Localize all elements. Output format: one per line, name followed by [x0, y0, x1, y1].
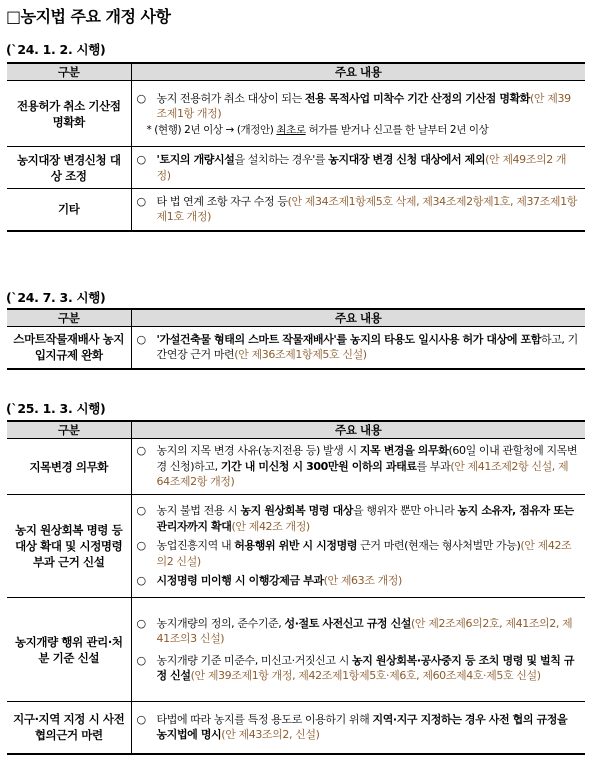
- section-heading-2024-07: (`24. 7. 3. 시행): [6, 290, 106, 305]
- row-category: 전용허가 취소 기산점 명확화: [7, 81, 131, 147]
- header-category: 구분: [7, 421, 131, 439]
- circle-bullet-icon: ○: [136, 91, 146, 105]
- header-content: 주요 내용: [131, 63, 585, 81]
- list-item: ○ 농지 전용허가 취소 대상이 되는 전용 목적사업 미착수 기간 산정의 기산점 명확화(안 제39조제1항 개정): [136, 91, 571, 120]
- list-item: ○ 시정명령 미이행 시 이행강제금 부과(안 제63조 개정): [136, 574, 402, 588]
- row-category: 농지 원상회복 명령 등 대상 확대 및 시정명령 부과 근거 신설: [7, 495, 131, 598]
- table-row: [7, 439, 585, 495]
- list-item: ○ 농업진흥지역 내 허용행위 위반 시 시정명령 근거 마련(현재는 형사처벌만 가능)(안 제42조의2 신설): [136, 539, 572, 568]
- header-category: 구분: [7, 309, 131, 327]
- row-category: 스마트작물재배사 농지 입지규제 완화: [7, 327, 131, 369]
- row-category: 농지대장 변경신청 대상 조정: [7, 147, 131, 189]
- row-content: [131, 81, 585, 147]
- list-item: ○ 농지의 지목 변경 사유(농지전용 등) 발생 시 지목 변경을 의무화(60일 이내 관할청에 지목변경 신청)하고, 기간 내 미신청 시 300만원 이하의 과태료를 부과(안 제41조제2항 신설, 제64조제2항 개정): [136, 444, 578, 489]
- row-category: 기타: [7, 189, 131, 231]
- circle-bullet-icon: ○: [136, 194, 146, 208]
- row-content: [131, 702, 585, 754]
- list-item: ○ 타 법 연계 조항 자구 수정 등(안 제34조제1항제5호 삭제, 제34조제2항제1호, 제37조제1항제1호 개정): [136, 194, 577, 224]
- circle-bullet-icon: ○: [136, 574, 146, 588]
- circle-bullet-icon: ○: [136, 539, 146, 553]
- circle-bullet-icon: ○: [136, 712, 146, 726]
- header-category: 구분: [7, 63, 131, 81]
- table-row: [7, 598, 585, 702]
- list-item: ○ '토지의 개량시설을 설치하는 경우'를 농지대장 변경 신청 대상에서 제외(안 제49조의2 개정): [136, 153, 567, 182]
- header-content: 주요 내용: [131, 309, 585, 327]
- amendment-table-2024-07: [7, 308, 585, 370]
- circle-bullet-icon: ○: [136, 332, 146, 346]
- row-content: [131, 495, 585, 598]
- section-heading-2024-01: (`24. 1. 2. 시행): [6, 42, 106, 57]
- page-title: □농지법 주요 개정 사항: [6, 7, 171, 26]
- row-content: [131, 598, 585, 702]
- table-row: [7, 327, 585, 369]
- table-row: [7, 81, 585, 147]
- circle-bullet-icon: ○: [136, 153, 146, 166]
- note: * (현행) 2년 이상 → (개정안) 최초로 허가를 받거나 신고를 한 날부터 2년 이상: [146, 123, 489, 136]
- header-content: 주요 내용: [131, 421, 585, 439]
- table-row: [7, 495, 585, 598]
- section-heading-2025-01: (`25. 1. 3. 시행): [6, 401, 106, 416]
- row-category: 지목변경 의무화: [7, 439, 131, 495]
- amendment-table-2025-01: [7, 420, 585, 755]
- circle-bullet-icon: ○: [136, 444, 146, 458]
- list-item: ○ 농지개량의 정의, 준수기준, 성·절토 사전신고 규정 신설(안 제2조제6의2호, 제41조의2, 제41조의3 신설): [136, 616, 573, 645]
- list-item: ○ 농지 불법 전용 시 농지 원상회복 명령 대상을 행위자 뿐만 아니라 농지 소유자, 점유자 또는 관리자까지 확대(안 제42조 개정): [136, 504, 574, 533]
- row-content: [131, 327, 585, 369]
- row-content: [131, 439, 585, 495]
- list-item: ○ 타법에 따라 농지를 특정 용도로 이용하기 위해 지역·지구 지정하는 경우 사전 협의 규정을 농지법에 명시(안 제43조의2, 신설): [136, 712, 568, 742]
- row-content: [131, 147, 585, 189]
- table-row: [7, 147, 585, 189]
- table-row: [7, 189, 585, 231]
- circle-bullet-icon: ○: [136, 653, 146, 667]
- row-category: 농지개량 행위 관리·처분 기준 신설: [7, 598, 131, 702]
- circle-bullet-icon: ○: [136, 616, 146, 630]
- row-content: [131, 189, 585, 231]
- table-row: [7, 702, 585, 754]
- list-item: ○ '가설건축물 형태의 스마트 작물재배사'를 농지의 타용도 일시사용 허가 대상에 포함하고, 기간연장 근거 마련(안 제36조제1항제5호 신설): [136, 332, 578, 362]
- list-item: ○ 농지개량 기준 미준수, 미신고·거짓신고 시 농지 원상회복·공사중지 등 조치 명령 및 벌칙 규정 신설(안 제39조제1항 개정, 제42조제1항제5호·제6호, 제60조제4호·제5호 신설): [136, 653, 575, 682]
- row-category: 지구·지역 지정 시 사전 협의근거 마련: [7, 702, 131, 754]
- circle-bullet-icon: ○: [136, 504, 146, 518]
- amendment-table-2024-01: [7, 62, 585, 232]
